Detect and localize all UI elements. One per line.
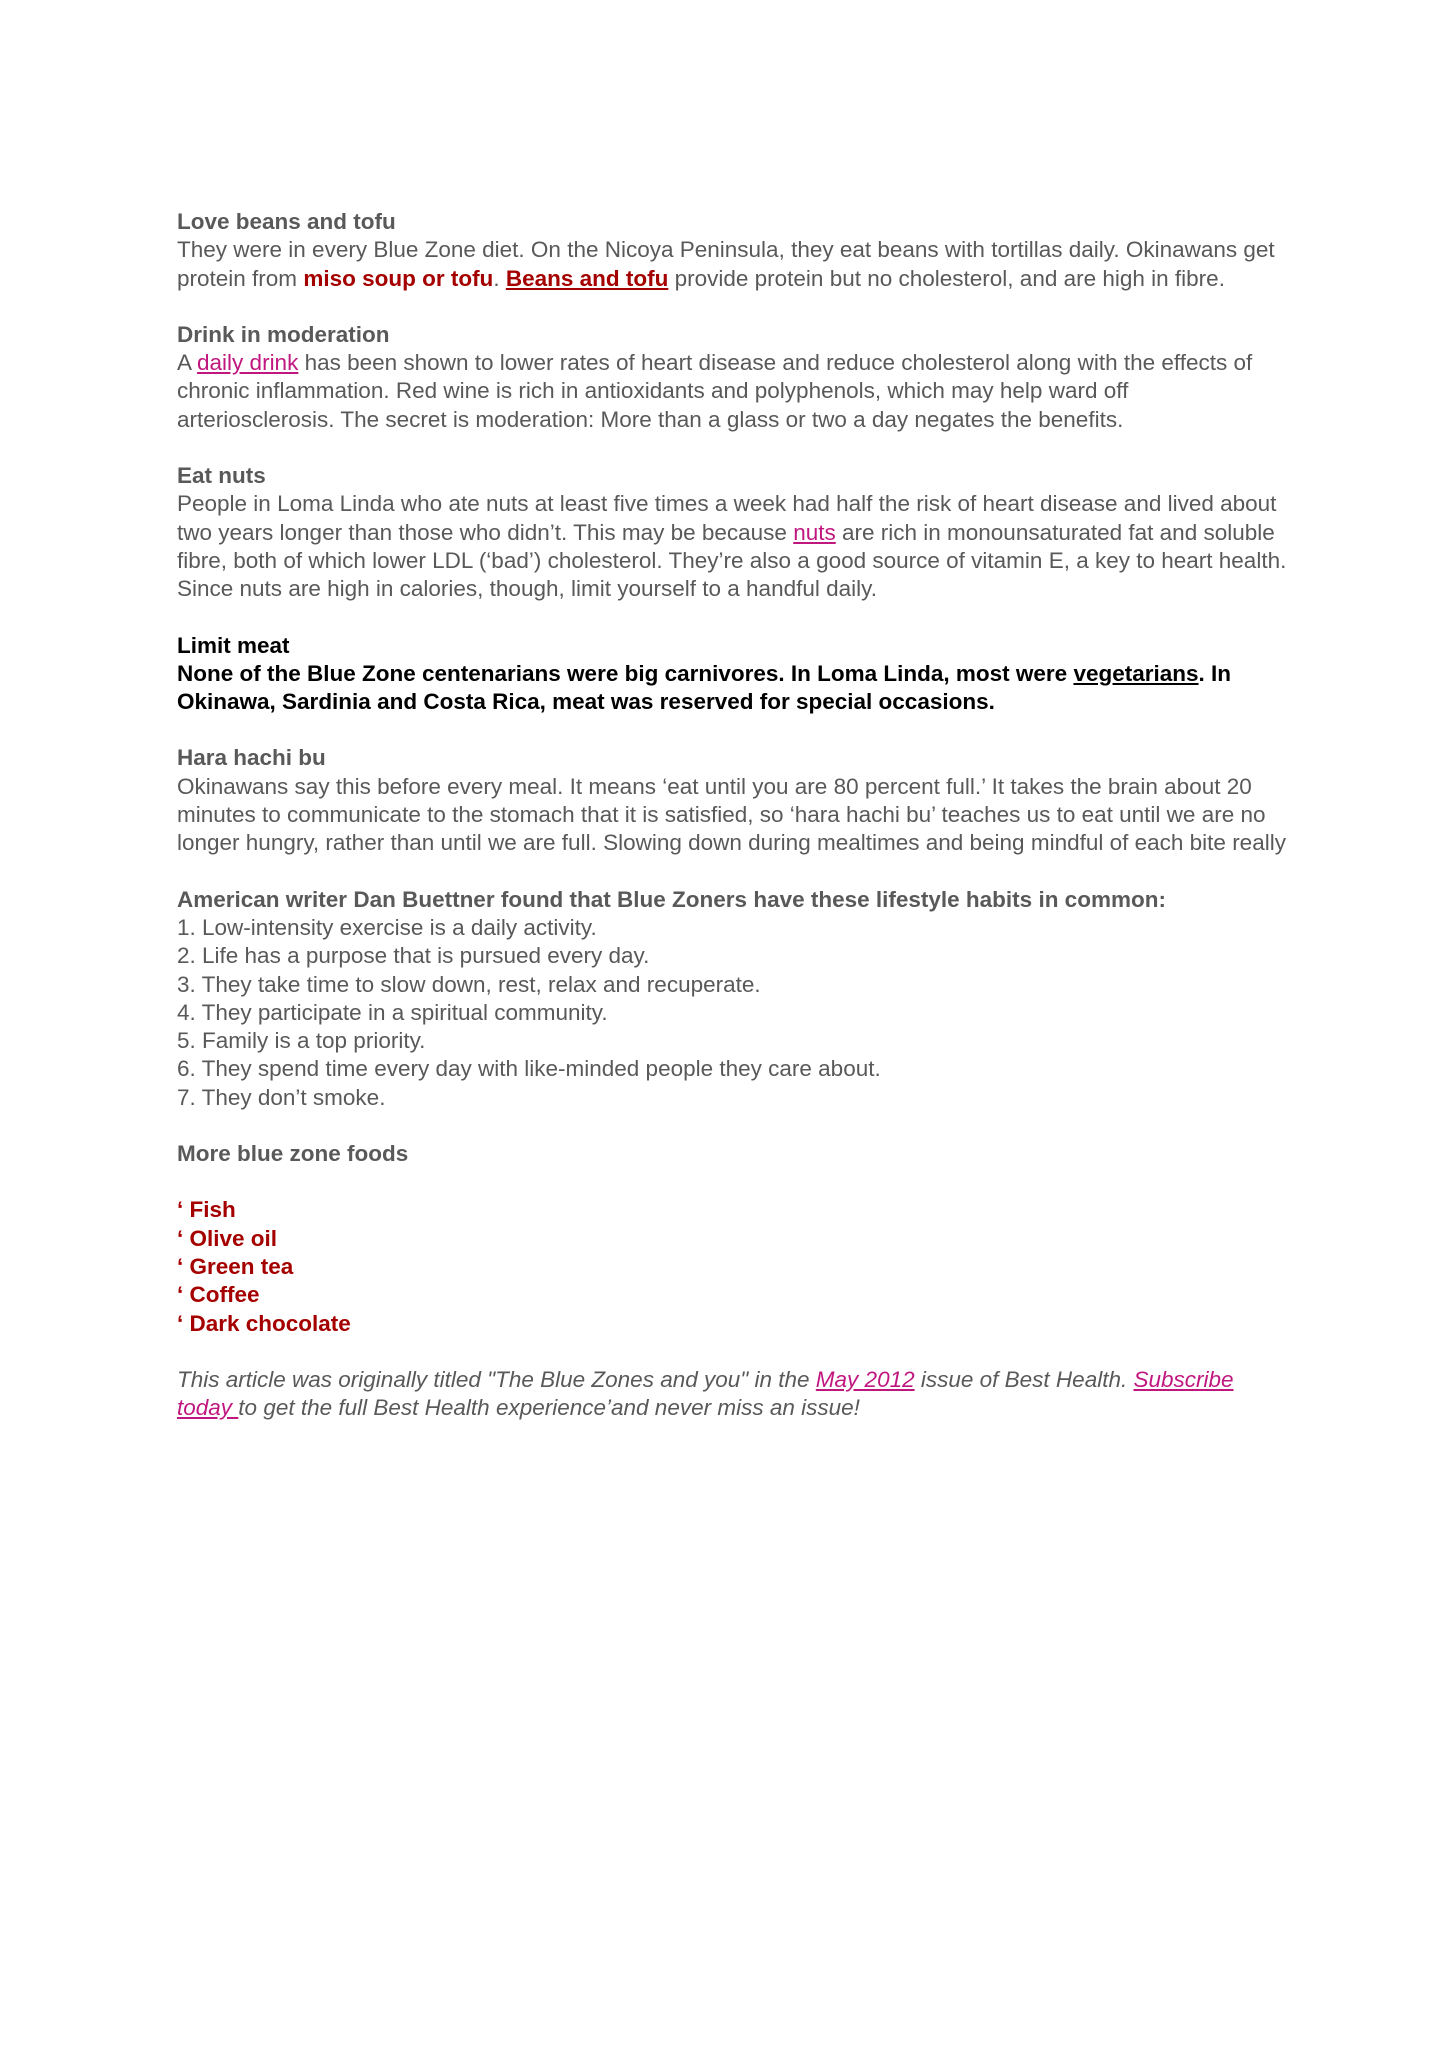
list-item: 5. Family is a top priority. [177,1028,426,1054]
body-text: People in Loma Linda who ate nuts at least five times a week had half the risk of heart disease and lived about two years longer than those who didn’t. This may be because [177,491,1277,545]
section-habits [177,886,1287,1112]
list-item: 1. Low-intensity exercise is a daily activity. [177,914,597,940]
footer-text: issue of Best Health. [914,1366,1134,1392]
nuts-link[interactable]: nuts [793,519,836,545]
article-page [177,208,1287,1422]
body-text: A [177,350,198,376]
footer-text: This article was originally titled "The Blue Zones and you" in the [177,1366,816,1392]
list-item: ‘ Dark chocolate [177,1310,351,1336]
subscribe-link[interactable]: Subscribe today [177,1366,1234,1421]
section-drink [177,321,1287,434]
section-body [177,236,1287,293]
section-body [177,490,1287,603]
body-text: . In Okinawa, Sardinia and Costa Rica, meat was reserved for special occasions. [177,660,1232,715]
section-heading: Limit meat [177,632,290,658]
foods-list [177,1196,1287,1337]
section-beans [177,208,1287,293]
list-item: 3. They take time to slow down, rest, relax and recuperate. [177,971,761,997]
section-body: Okinawans say this before every meal. It means ‘eat until you are 80 percent full.’ It takes the brain about 20 minutes to communicate to the stomach that it is satisfied, so ‘hara hachi bu’ teaches us to eat until we are no longer hungry, rather than until we are full. Slowing down during mealtimes and being mindful of each bite really [177,773,1286,856]
section-hara [177,744,1287,857]
list-item: ‘ Olive oil [177,1225,278,1251]
section-meat [177,632,1287,717]
list-item: 2. Life has a purpose that is pursued every day. [177,943,650,969]
section-heading: Drink in moderation [177,321,390,347]
section-body [177,660,1287,717]
section-heading: Hara hachi bu [177,745,326,771]
body-text: has been shown to lower rates of heart disease and reduce cholesterol along with the effects of chronic inflammation. Red wine is rich in antioxidants and polyphenols, which may help ward off arteriosclerosis. The secret is moderation: More than a glass or two a day negates the benefits. [177,350,1253,432]
issue-link[interactable]: May 2012 [815,1366,915,1392]
body-text: are rich in monounsaturated fat and soluble fibre, both of which lower LDL (‘bad’) cholesterol. They’re also a good source of vitamin E, a key to heart health. Since nuts are high in calories, though, limit yourself to a handful daily. [177,519,1287,602]
list-item: ‘ Coffee [177,1282,260,1308]
list-item: 6. They spend time every day with like-minded people they care about. [177,1056,881,1082]
body-text: . [493,265,506,291]
section-foods [177,1140,1287,1338]
section-heading: More blue zone foods [177,1141,409,1167]
footer-text: to get the full Best Health experience’and never miss an issue! [238,1395,860,1421]
section-heading: Love beans and tofu [177,209,396,234]
footer-note [177,1366,1287,1423]
list-item: 4. They participate in a spiritual community. [177,999,608,1025]
body-text: They were in every Blue Zone diet. On the Nicoya Peninsula, they eat beans with tortillas daily. Okinawans get protein from [177,237,1275,291]
section-heading: American writer Dan Buettner found that Blue Zoners have these lifestyle habits in common: [177,886,1166,912]
section-body [177,349,1287,434]
vegetarians-link[interactable]: vegetarians [1073,660,1199,686]
body-text: provide protein but no cholesterol, and are high in fibre. [668,265,1225,291]
section-nuts [177,462,1287,603]
body-text: None of the Blue Zone centenarians were big carnivores. In Loma Linda, most were [177,660,1074,686]
section-heading: Eat nuts [177,463,266,489]
habits-list [177,914,1287,1112]
spacer [177,1168,1287,1196]
beans-tofu-link[interactable]: Beans and tofu [505,265,669,291]
list-item: ‘ Fish [177,1197,236,1223]
list-item: 7. They don’t smoke. [177,1084,386,1110]
daily-drink-link[interactable]: daily drink [197,350,299,376]
list-item: ‘ Green tea [177,1253,294,1279]
miso-highlight: miso soup or tofu [303,265,494,291]
